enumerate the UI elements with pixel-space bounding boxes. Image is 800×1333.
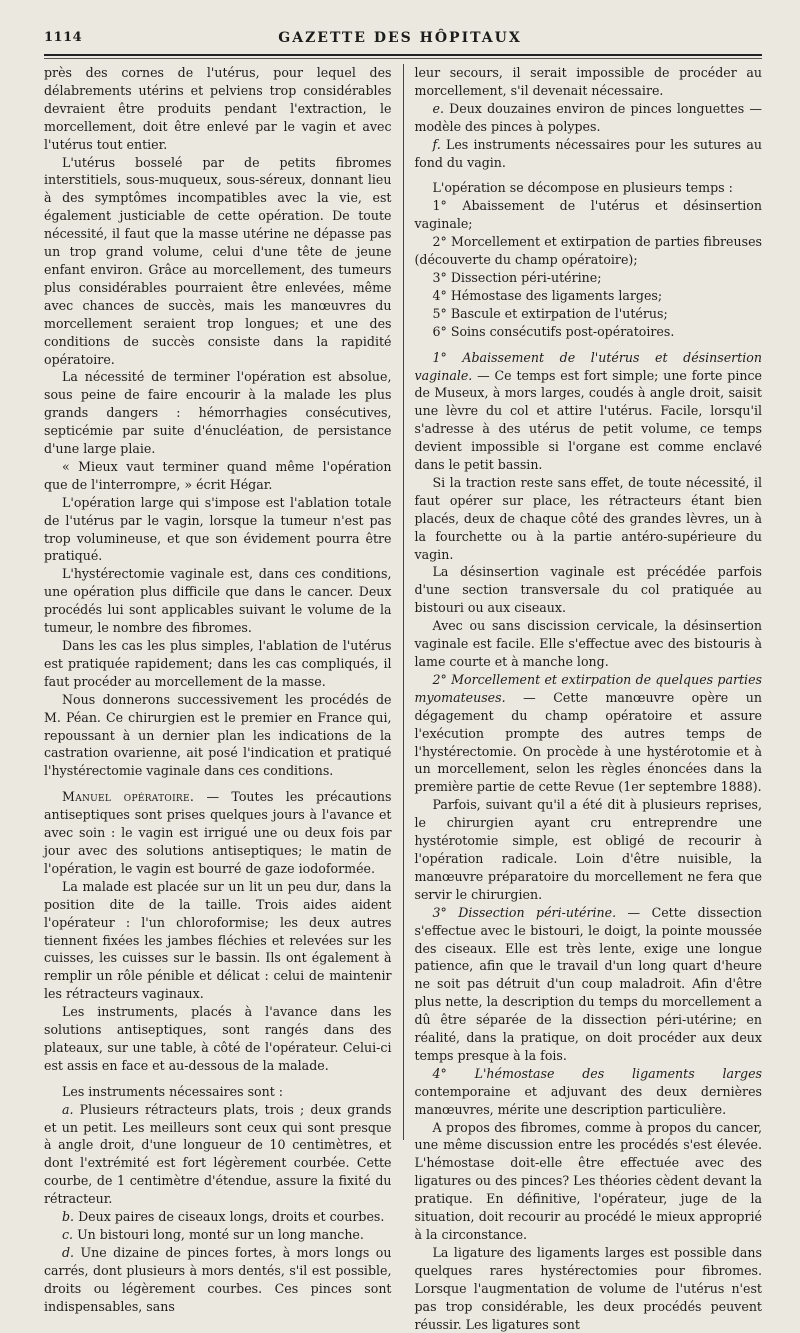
header-rule — [44, 54, 762, 56]
list-item — [415, 136, 763, 172]
paragraph-text: — Toutes les précautions antiseptiques sont prises quelques jours à l'avance et avec soin : le vagin est irrigué une ou deux fois par jour avec des solutions antiseptiques; le matin de l'opération, le vagin est bourré de gaze iodoformée. — [44, 789, 392, 876]
list-text: Une dizaine de pinces fortes, à mors longs ou carrés, dont plusieurs à mors dentés, s'il est possible, droits ou légèrement courbes. Ces pinces sont indispensables, sans — [44, 1244, 392, 1314]
step-heading: 3° Dissection péri-utérine. — [432, 904, 617, 920]
list-text: Deux paires de ciseaux longs, droits et courbes. — [74, 1209, 385, 1225]
text-columns — [44, 64, 762, 1332]
list-item — [415, 100, 763, 136]
step-item: 5° Bascule et extirpation de l'utérus; — [432, 305, 668, 321]
list-marker: e. — [432, 100, 444, 116]
paragraph-text: — Ce temps est fort simple; une forte pince de Museux, à mors larges, coudés à angle droit, saisit une lèvre du col et attire l'utérus. Facile, lorsqu'il s'adresse à des utérus de petit volume, ce temps devient impossible si l'organe est comme enclavé dans le petit bassin. — [414, 367, 762, 473]
list-item — [44, 1244, 392, 1316]
paragraph: Dans les cas les plus simples, l'ablation de l'utérus est pratiquée rapidement; dans les cas compliqués, il faut procéder au morcellement de la masse. — [44, 638, 392, 689]
list-text: Un bistouri long, monté sur un long manche. — [73, 1227, 364, 1242]
list-marker: b. — [62, 1209, 75, 1225]
list-item — [44, 1226, 392, 1244]
list-marker: d. — [62, 1244, 75, 1260]
paragraph: Les instruments, placés à l'avance dans les solutions antiseptiques, sont rangés dans des plateaux, sur une table, à côté de l'opérateur. Celui-ci est assis en face et au-dessous de la malade. — [44, 1004, 392, 1073]
step-item: 4° Hémostase des ligaments larges; — [432, 287, 663, 303]
step-heading: 1° Abaissement de l'utérus et désinsertion vaginale. — [414, 349, 762, 383]
list-item — [44, 1208, 392, 1226]
paragraph: Les instruments nécessaires sont : — [62, 1083, 284, 1099]
paragraph: L'utérus bosselé par de petits fibromes interstitiels, sous-muqueux, sous-séreux, donnant lieu à des symptômes incompatibles avec la vie, est également justiciable de cette opération. De toute nécessité, il faut que la masse utérine ne dépasse pas un trop grand volume, celui d'une tête de jeune enfant environ. Grâce au morcellement, des tumeurs plus considérables pourraient être enlevées, même avec chances de succès, mais les manœuvres du morcellement seraient trop longues; et une des conditions de succès consiste dans la rapidité opératoire. — [44, 154, 392, 367]
paragraph: leur secours, il serait impossible de procéder au morcellement, s'il devenait nécessaire. — [414, 65, 762, 98]
paragraph: L'hystérectomie vaginale est, dans ces conditions, une opération plus difficile que dans le cancer. Deux procédés lui sont applicables suivant le volume de la tumeur, le nombre des fibromes. — [44, 566, 392, 636]
right-column — [403, 64, 763, 1332]
paragraph — [415, 904, 763, 1065]
quote-paragraph: « Mieux vaut terminer quand même l'opération que de l'interrompre, » écrit Hégar. — [44, 458, 392, 492]
step-heading: 2° Morcellement et extirpation de quelques parties myomateuses. — [414, 671, 762, 705]
paragraph — [44, 788, 392, 878]
paragraph: A propos des fibromes, comme à propos du cancer, une même discussion entre les procédés s'est élevée. L'hémostase doit-elle être effectuée avec des ligatures ou des pinces? Les théories cèdent devant la pratique. En définitive, l'opérateur, juge de la situation, doit recourir au procédé le mieux approprié à la circonstance. — [414, 1119, 762, 1242]
paragraph: Nous donnerons successivement les procédés de M. Péan. Ce chirurgien est le premier en France qui, repoussant à un dernier plan les indications de la castration ovarienne, ait posé l'indication et pratiqué l'hystérectomie vaginale dans ces conditions. — [44, 691, 392, 779]
paragraph: Si la traction reste sans effet, de toute nécessité, il faut opérer sur place, les rétracteurs étant bien placés, deux de chaque côté des grandes lèvres, un à la fourchette ou à la partie antéro-supérieure du vagin. — [414, 474, 762, 562]
section-lead: Manuel opératoire. — [62, 789, 195, 805]
paragraph-text: contemporaine et adjuvant des deux dernières manœuvres, mérite une description particulière. — [414, 1083, 762, 1117]
step-item: 1° Abaissement de l'utérus et désinsertion vaginale; — [414, 198, 762, 232]
paragraph: La malade est placée sur un lit un peu dur, dans la position dite de la taille. Trois aides aident l'opérateur : l'un chloroformise; les deux autres tiennent fixées les jambes fléchies et relevées sur les cuisses, les cuisses sur le bassin. Ils ont également à remplir un rôle pénible et délicat : celui de maintenir les rétracteurs vaginaux. — [44, 878, 392, 1002]
step-item: 3° Dissection péri-utérine; — [432, 269, 602, 285]
step-item: 2° Morcellement et extirpation de parties fibreuses (découverte du champ opératoire); — [414, 234, 762, 268]
list-text: Plusieurs rétracteurs plats, trois ; deux grands et un petit. Les meilleurs sont ceux qui sont presque à angle droit, d'une longueur de 10 centimètres, et dont l'extrémité est fort légèrement courbée. Cette courbe, de 1 centimètre d'étendue, assure la fixité du rétracteur. — [44, 1101, 392, 1207]
paragraph-text: — Cette dissection s'effectue avec le bistouri, le doigt, la pointe moussée des ciseaux. Elle est très lente, exige une longue patience, afin que le travail d'un long quart d'heure ne soit pas détruit d'un coup maladroit. Afin d'être plus nette, la description du temps du morcellement a dû être séparée de la dissection péri-utérine; en réalité, dans la pratique, on doit procéder aux deux temps presque à la fois. — [414, 904, 762, 1063]
paragraph: L'opération se décompose en plusieurs temps : — [432, 180, 733, 196]
journal-title: GAZETTE DES HÔPITAUX — [278, 30, 522, 46]
paragraph — [415, 671, 763, 796]
step-heading: 4° L'hémostase des ligaments larges — [432, 1065, 762, 1081]
paragraph-text: — Cette manœuvre opère un dégagement du champ opératoire et assure l'exécution prompte des autres temps de l'hystérectomie. On procède à une hystérotomie et à un morcellement, selon les règles énoncées dans la première partie de cette Revue (1er septembre 1888). — [414, 689, 762, 795]
paragraph: près des cornes de l'utérus, pour lequel des délabrements utérins et pelviens trop considérables devraient être produits pendant l'extraction, le morcellement, doit être enlevé par le vagin et avec l'utérus tout entier. — [44, 65, 392, 152]
paragraph: L'opération large qui s'impose est l'ablation totale de l'utérus par le vagin, lorsque la tumeur n'est pas trop volumineuse, et que son évidement pourra être pratiqué. — [44, 494, 392, 564]
list-item — [44, 1101, 392, 1208]
list-marker: a. — [62, 1101, 74, 1117]
paragraph: La nécessité de terminer l'opération est absolue, sous peine de faire encourir à la malade les plus grands dangers : hémorrhagies consécutives, septicémie par suite d'énucléation, de persistance d'une large plaie. — [44, 369, 392, 457]
paragraph — [415, 1065, 763, 1119]
list-text: Les instruments nécessaires pour les sutures au fond du vagin. — [414, 136, 762, 170]
paragraph: La ligature des ligaments larges est possible dans quelques rares hystérectomies pour fibromes. Lorsque l'augmentation de volume de l'utérus n'est pas trop considérable, les deux procédés peuvent réussir. Les ligatures sont — [414, 1244, 762, 1332]
header-rule-thin — [44, 58, 762, 59]
list-marker: f. — [432, 136, 441, 152]
paragraph: La désinsertion vaginale est précédée parfois d'une section transversale du col pratiquée au bistouri ou aux ciseaux. — [414, 564, 762, 616]
step-item: 6° Soins consécutifs post-opératoires. — [432, 323, 675, 339]
paragraph — [415, 349, 763, 474]
paragraph: Parfois, suivant qu'il a été dit à plusieurs reprises, le chirurgien ayant cru entreprendre une hystérotomie simple, est obligé de recourir à l'opération radicale. Loin d'être nuisible, la manœuvre préparatoire du morcellement ne fera que servir le chirurgien. — [414, 797, 762, 902]
page-number: 1114 — [44, 30, 83, 45]
list-marker: c. — [62, 1227, 74, 1242]
left-column — [44, 64, 403, 1314]
paragraph: Avec ou sans discission cervicale, la désinsertion vaginale est facile. Elle s'effectue avec des bistouris à lame courte et à manche long. — [414, 618, 762, 669]
list-text: Deux douzaines environ de pinces longuettes — modèle des pinces à polypes. — [414, 100, 762, 134]
